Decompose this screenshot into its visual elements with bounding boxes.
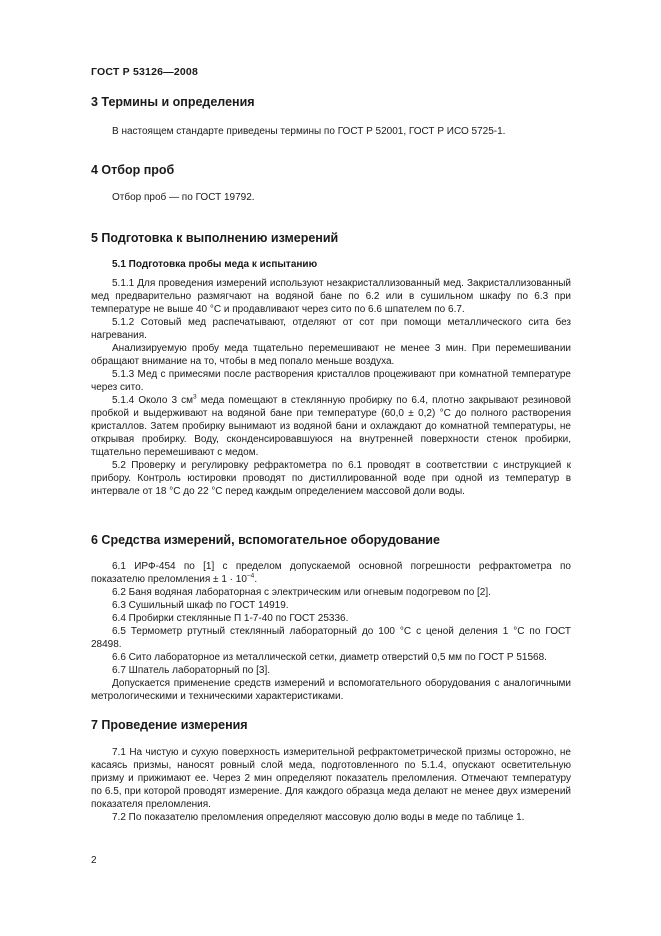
paragraph-6-3: 6.3 Сушильный шкаф по ГОСТ 14919. — [112, 600, 289, 611]
paragraph-7-2: 7.2 По показателю преломления определяют массовую долю воды в меде по таблице 1. — [112, 812, 525, 823]
section-7-body — [91, 746, 571, 824]
paragraph-7-1: 7.1 На чистую и сухую поверхность измерительной рефрактометрической призмы осторожно, не касаясь призмы, наносят ровный слой меда, подготовленного по 5.1.4, опускают осветительную призму и прижимают ее. Через 2 мин определяют показатель преломления. Отмечают температуру по 6.5, при которой проводят измерение. Для каждого образца меда делают не менее двух измерений показателя преломления. — [91, 747, 571, 810]
paragraph-6-1-start: 6.1 ИРФ-454 по [1] с пределом допускаемой основной погрешности рефрактометра по показателю преломления ± 1 · 10 — [91, 561, 571, 585]
section-3-paragraph: В настоящем стандарте приведены термины по ГОСТ Р 52001, ГОСТ Р ИСО 5725-1. — [112, 126, 506, 137]
paragraph-5-2: 5.2 Проверку и регулировку рефрактометра по 6.1 проводят в соответствии с инструкцией к прибору. Контроль юстировки проводят по дистиллированной воде при одной из температур в интервале от 18 °С до 22 °С перед каждым определением массовой доли воды. — [91, 460, 571, 497]
paragraph-6-1 — [91, 560, 571, 586]
paragraph-5-1-4 — [91, 394, 571, 459]
page-number: 2 — [91, 855, 97, 866]
paragraph-5-1-4-rest: меда помещают в стеклянную пробирку по 6.4, плотно закрывают резиновой пробкой и выдерживают на водяной бане при температуре (60,0 ± 0,2) °С до полного растворения кристаллов. Затем пробирку вынимают из водяной бани и охлаждают до комнатной температуры, не открывая пробирку. Воду, сконденсировавшуюся на внутренней поверхности стенок пробирки, тщательно перемешивают с медом. — [91, 395, 571, 458]
paragraph-5-1-4-start: 5.1.4 Около 3 см — [112, 395, 194, 406]
subsection-5-1 — [91, 259, 571, 270]
paragraph-6-1-end: . — [254, 574, 258, 585]
section-4 — [91, 163, 571, 177]
section-7-title: 7 Проведение измерения — [91, 718, 248, 732]
section-3-body — [91, 125, 571, 138]
paragraph-6-4: 6.4 Пробирки стеклянные П 1-7-40 по ГОСТ 25336. — [112, 613, 349, 624]
section-6-body — [91, 560, 571, 703]
section-4-title: 4 Отбор проб — [91, 163, 175, 177]
section-3-title: 3 Термины и определения — [91, 95, 255, 109]
section-5-body — [91, 277, 571, 498]
section-4-paragraph: Отбор проб — по ГОСТ 19792. — [112, 192, 255, 203]
section-5 — [91, 231, 571, 245]
paragraph-5-1-2-b: Анализируемую пробу меда тщательно перемешивают не менее 3 мин. При перемешивании обращают внимание на то, чтобы в мед попало меньше воздуха. — [91, 343, 571, 367]
section-3 — [91, 95, 571, 109]
exponent-superscript: −4 — [246, 572, 255, 580]
cubic-superscript: 3 — [193, 393, 197, 401]
section-4-body — [91, 191, 571, 204]
section-7 — [91, 718, 571, 732]
paragraph-6-6: 6.6 Сито лабораторное из металлической сетки, диаметр отверстий 0,5 мм по ГОСТ Р 51568. — [112, 652, 547, 663]
paragraph-6-2: 6.2 Баня водяная лабораторная с электрическим или огневым подогревом по [2]. — [112, 587, 491, 598]
paragraph-6-5: 6.5 Термометр ртутный стеклянный лабораторный до 100 °С с ценой деления 1 °С по ГОСТ 28498. — [91, 626, 571, 650]
paragraph-6-8: Допускается применение средств измерений и вспомогательного оборудования с аналогичными метрологическими и техническими характеристиками. — [91, 678, 571, 702]
paragraph-5-1-2: 5.1.2 Сотовый мед распечатывают, отделяют от сот при помощи металлического сита без нагревания. — [91, 317, 571, 341]
section-6-title: 6 Средства измерений, вспомогательное оборудование — [91, 533, 440, 547]
subsection-5-1-title: 5.1 Подготовка пробы меда к испытанию — [112, 259, 318, 270]
section-6 — [91, 533, 571, 547]
paragraph-6-7: 6.7 Шпатель лабораторный по [3]. — [112, 665, 271, 676]
document-id-header: ГОСТ Р 53126—2008 — [91, 66, 199, 78]
paragraph-5-1-1: 5.1.1 Для проведения измерений используют незакристаллизованный мед. Закристаллизованный мед предварительно размягчают на водяной бане по 6.2 или в сушильном шкафу по 6.3 при температуре не выше 40 °С и продавливают через сито по 6.6 шпателем по 6.7. — [91, 278, 571, 315]
paragraph-5-1-3: 5.1.3 Мед с примесями после растворения кристаллов процеживают при комнатной температуре через сито. — [91, 369, 571, 393]
section-5-title: 5 Подготовка к выполнению измерений — [91, 231, 339, 245]
